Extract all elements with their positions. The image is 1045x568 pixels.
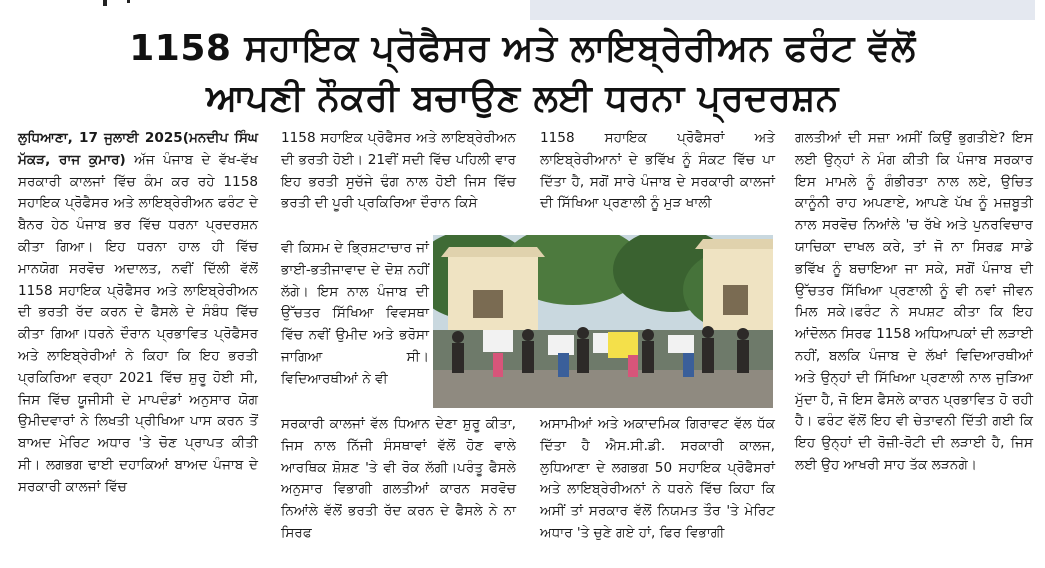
article-column-1 <box>18 128 258 499</box>
protest-photo-icon <box>433 235 773 408</box>
headline-line-2: ਆਪਣੀ ਨੌਕਰੀ ਬਚਾਉਣ ਲਈ ਧਰਨਾ ਪ੍ਰਦਰਸ਼ਨ <box>206 78 839 119</box>
clipping-mark <box>103 0 107 6</box>
article-column-2-bottom <box>281 414 516 545</box>
column-1-text: ਅੱਜ ਪੰਜਾਬ ਦੇ ਵੱਖ-ਵੱਖ ਸਰਕਾਰੀ ਕਾਲਜਾਂ ਵਿੱਚ ਕੰਮ ਕਰ ਰਹੇ 1158 ਸਹਾਇਕ ਪ੍ਰੋਫੈਸਰ ਅਤੇ ਲਾਇਬ੍ਰੇਰੀਅਨ ਫਰੰਟ ਦੇ ਬੈਨਰ ਹੇਠ ਪੰਜਾਬ ਭਰ ਵਿੱਚ ਧਰਨਾ ਪ੍ਰਦਰਸ਼ਨ ਕੀਤਾ ਗਿਆ। ਇਹ ਧਰਨਾ ਹਾਲ ਹੀ ਵਿੱਚ ਮਾਨਯੋਗ ਸਰਵੋਚ ਅਦਾਲਤ, ਨਵੀਂ ਦਿੱਲੀ ਵੱਲੋਂ 1158 ਸਹਾਇਕ ਪ੍ਰੋਫੈਸਰ ਅਤੇ ਲਾਇਬ੍ਰੇਰੀਅਨ ਦੀ ਭਰਤੀ ਰੱਦ ਕਰਨ ਦੇ ਫੈਸਲੇ ਦੇ ਸੰਬੰਧ ਵਿੱਚ ਕੀਤਾ ਗਿਆ।ਧਰਨੇ ਦੌਰਾਨ ਪ੍ਰਭਾਵਿਤ ਪ੍ਰੋਫੈਸਰ ਅਤੇ ਲਾਇਬ੍ਰੇਰੀਆਂ ਨੇ ਕਿਹਾ ਕਿ ਇਹ ਭਰਤੀ ਪ੍ਰਕਿਰਿਆ ਵਰ੍ਹਾ 2021 ਵਿੱਚ ਸ਼ੁਰੂ ਹੋਈ ਸੀ, ਜਿਸ ਵਿੱਚ ਯੂਜੀਸੀ ਦੇ ਮਾਪਦੰਡਾਂ ਅਨੁਸਾਰ ਯੋਗ ਉਮੀਦਵਾਰਾਂ ਨੇ ਲਿਖਤੀ ਪ੍ਰੀਖਿਆ ਪਾਸ ਕਰਨ ਤੋਂ ਬਾਅਦ ਮੇਰਿਟ ਅਧਾਰ 'ਤੇ ਚੋਣ ਪ੍ਰਾਪਤ ਕੀਤੀ ਸੀ। ਲਗਭਗ ਢਾਈ ਦਹਾਕਿਆਂ ਬਾਅਦ ਪੰਜਾਬ ਦੇ ਸਰਕਾਰੀ ਕਾਲਜਾਂ ਵਿੱਚ <box>18 151 258 495</box>
article-column-2-middle <box>281 238 429 391</box>
column-2-text-bottom: ਸਰਕਾਰੀ ਕਾਲਜਾਂ ਵੱਲ ਧਿਆਨ ਦੇਣਾ ਸ਼ੁਰੂ ਕੀਤਾ, ਜਿਸ ਨਾਲ ਨਿੱਜੀ ਸੰਸਥਾਵਾਂ ਵੱਲੋਂ ਹੋਣ ਵਾਲੇ ਆਰਥਿਕ ਸ਼ੋਸ਼ਣ 'ਤੇ ਵੀ ਰੋਕ ਲੱਗੀ।ਪਰੰਤੂ ਫੈਸਲੇ ਅਨੁਸਾਰ ਵਿਭਾਗੀ ਗਲਤੀਆਂ ਕਾਰਨ ਸਰਵੋਚ ਨਿਆਂਲੇ ਵੱਲੋਂ ਭਰਤੀ ਰੱਦ ਕਰਨ ਦੇ ਫੈਸਲੇ ਨੇ ਨਾ ਸਿਰਫ <box>281 416 516 541</box>
column-3-text-top: 1158 ਸਹਾਇਕ ਪ੍ਰੋਫੈਸਰਾਂ ਅਤੇ ਲਾਇਬ੍ਰੇਰੀਆਨਾਂ ਦੇ ਭਵਿੱਖ ਨੂੰ ਸੰਕਟ ਵਿੱਚ ਪਾ ਦਿੱਤਾ ਹੈ, ਸਗੋਂ ਸਾਰੇ ਪੰਜਾਬ ਦੇ ਸਰਕਾਰੀ ਕਾਲਜਾਂ ਦੀ ਸਿੱਖਿਆ ਪ੍ਰਣਾਲੀ ਨੂੰ ਮੁੜ ਖਾਲੀ <box>540 130 775 212</box>
protest-photo <box>433 235 773 408</box>
article-column-3-top <box>540 128 775 215</box>
article-column-3-bottom <box>540 414 775 545</box>
top-strip <box>0 0 1045 22</box>
dateline: ਲੁਧਿਆਣਾ, 17 ਜੁਲਾਈ 2025(ਮਨਦੀਪ ਸਿੰਘ ਮੱਕੜ, ਰਾਜ ਕੁਮਾਰ) <box>18 130 258 168</box>
column-2-text-middle: ਵੀ ਕਿਸਮ ਦੇ ਭ੍ਰਿਸ਼ਟਾਚਾਰ ਜਾਂ ਭਾਈ-ਭਤੀਜਾਵਾਦ ਦੇ ਦੋਸ਼ ਨਹੀਂ ਲੱਗੇ। ਇਸ ਨਾਲ ਪੰਜਾਬ ਦੀ ਉੱਚਤਰ ਸਿੱਖਿਆ ਵਿਵਸਥਾ ਵਿੱਚ ਨਵੀਂ ਉਮੀਦ ਅਤੇ ਭਰੋਸਾ ਜਾਗਿਆ ਸੀ। ਵਿਦਿਆਰਥੀਆਂ ਨੇ ਵੀ <box>281 240 429 387</box>
header-shade <box>530 0 1035 20</box>
column-2-text-top: 1158 ਸਹਾਇਕ ਪ੍ਰੋਫੈਸਰ ਅਤੇ ਲਾਇਬ੍ਰੇਰੀਅਨ ਦੀ ਭਰਤੀ ਹੋਈ। 21ਵੀਂ ਸਦੀ ਵਿੱਚ ਪਹਿਲੀ ਵਾਰ ਇਹ ਭਰਤੀ ਸੁਚੱਜੇ ਢੰਗ ਨਾਲ ਹੋਈ ਜਿਸ ਵਿੱਚ ਭਰਤੀ ਦੀ ਪੂਰੀ ਪ੍ਰਕਿਰਿਆ ਦੌਰਾਨ ਕਿਸੇ <box>281 130 516 212</box>
article-column-2-top <box>281 128 516 215</box>
headline-line-1: 1158 ਸਹਾਇਕ ਪ੍ਰੋਫੈਸਰ ਅਤੇ ਲਾਇਬ੍ਰੇਰੀਅਨ ਫਰੰਟ ਵੱਲੋਂ <box>129 28 916 69</box>
clipping-mark <box>127 0 130 3</box>
column-4-text: ਗਲਤੀਆਂ ਦੀ ਸਜ਼ਾ ਅਸੀਂ ਕਿਉਂ ਭੁਗਤੀਏ? ਇਸ ਲਈ ਉਨ੍ਹਾਂ ਨੇ ਮੰਗ ਕੀਤੀ ਕਿ ਪੰਜਾਬ ਸਰਕਾਰ ਇਸ ਮਾਮਲੇ ਨੂੰ ਗੰਭੀਰਤਾ ਨਾਲ ਲਏ, ਉਚਿਤ ਕਾਨੂੰਨੀ ਰਾਹ ਅਪਣਾਏ, ਆਪਣੇ ਪੱਖ ਨੂੰ ਮਜ਼ਬੂਤੀ ਨਾਲ ਸਰਵੋਚ ਨਿਆਂਲੇ 'ਚ ਰੱਖੇ ਅਤੇ ਪੁਨਰਵਿਚਾਰ ਯਾਚਿਕਾ ਦਾਖਲ ਕਰੇ, ਤਾਂ ਜੋ ਨਾ ਸਿਰਫ਼ ਸਾਡੇ ਭਵਿੱਖ ਨੂੰ ਬਚਾਇਆ ਜਾ ਸਕੇ, ਸਗੋਂ ਪੰਜਾਬ ਦੀ ਉੱਚਤਰ ਸਿੱਖਿਆ ਪ੍ਰਣਾਲੀ ਨੂੰ ਵੀ ਨਵਾਂ ਜੀਵਨ ਮਿਲ ਸਕੇ।ਫਰੰਟ ਨੇ ਸਪਸ਼ਟ ਕੀਤਾ ਕਿ ਇਹ ਆਂਦੋਲਨ ਸਿਰਫ 1158 ਅਧਿਆਪਕਾਂ ਦੀ ਲੜਾਈ ਨਹੀਂ, ਬਲਕਿ ਪੰਜਾਬ ਦੇ ਲੱਖਾਂ ਵਿਦਿਆਰਥੀਆਂ ਅਤੇ ਉਨ੍ਹਾਂ ਦੀ ਸਿੱਖਿਆ ਪ੍ਰਣਾਲੀ ਨਾਲ ਜੁੜਿਆ ਮੁੱਦਾ ਹੈ, ਜੋ ਇਸ ਫੈਸਲੇ ਕਾਰਨ ਪ੍ਰਭਾਵਿਤ ਹੋ ਰਹੀ ਹੈ। ਫਰੰਟ ਵੱਲੋਂ ਇਹ ਵੀ ਚੇਤਾਵਨੀ ਦਿੱਤੀ ਗਈ ਕਿ ਇਹ ਉਨ੍ਹਾਂ ਦੀ ਰੋਜ਼ੀ-ਰੋਟੀ ਦੀ ਲੜਾਈ ਹੈ, ਜਿਸ ਲਈ ਉਹ ਆਖਰੀ ਸਾਹ ਤੱਕ ਲੜਨਗੇ। <box>795 130 1033 473</box>
column-3-text-bottom: ਅਸਾਮੀਆਂ ਅਤੇ ਅਕਾਦਮਿਕ ਗਿਰਾਵਟ ਵੱਲ ਧੱਕ ਦਿੱਤਾ ਹੈ ਐਸ.ਸੀ.ਡੀ. ਸਰਕਾਰੀ ਕਾਲਜ, ਲੁਧਿਆਣਾ ਦੇ ਲਗਭਗ 50 ਸਹਾਇਕ ਪ੍ਰੋਫੈਸਰਾਂ ਅਤੇ ਲਾਇਬ੍ਰੇਰੀਅਨਾਂ ਨੇ ਧਰਨੇ ਵਿੱਚ ਕਿਹਾ ਕਿ ਅਸੀਂ ਤਾਂ ਸਰਕਾਰ ਵੱਲੋਂ ਨਿਯਮਤ ਤੌਰ 'ਤੇ ਮੇਰਿਟ ਅਧਾਰ 'ਤੇ ਚੁਣੇ ਗਏ ਹਾਂ, ਫਿਰ ਵਿਭਾਗੀ <box>540 416 775 541</box>
article-column-4 <box>795 128 1033 477</box>
